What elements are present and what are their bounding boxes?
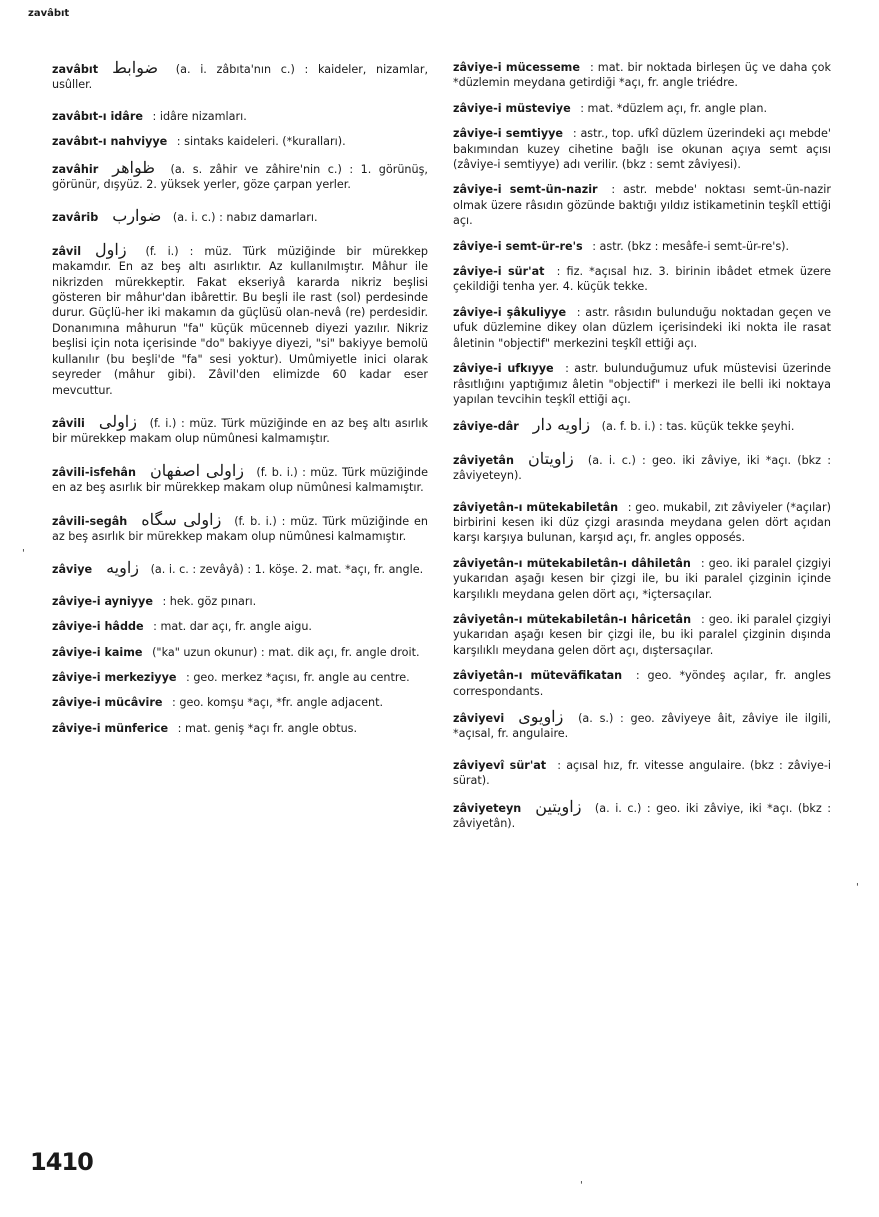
entry-definition: : açısal hız, fr. vitesse angulaire. (bkz : zâviye-i sürat). — [453, 758, 831, 788]
entry-arabic-script: زاولی — [98, 411, 137, 431]
entry-headword: zâviyetân-ı müteväfikatan — [453, 669, 623, 683]
dictionary-entry — [52, 208, 428, 225]
entry-headword: zâviyevi — [453, 712, 505, 725]
dictionary-entry — [453, 556, 831, 602]
entry-headword: zavâbıt — [52, 63, 99, 76]
dictionary-entry — [453, 239, 831, 254]
entry-headword: zâviye-i kaime — [52, 645, 143, 659]
dictionary-entry — [52, 157, 428, 193]
dictionary-entry — [453, 182, 831, 228]
entry-definition: : sintaks kaideleri. (*kuralları). — [173, 135, 346, 149]
entry-headword: zâviye-i semt-ür-re's — [453, 239, 583, 253]
entry-definition: : geo. *yöndeş açılar, fr. angles correspondants. — [453, 669, 831, 698]
entry-definition: : astr. bulunduğumuz ufuk müstevisi üzerinde râsıtlığını yaptığımız âletin "objectif" i merkezi ile belli iki noktaya yapılan tevcihin teşkîl ettiği açı. — [453, 362, 831, 406]
entry-definition: : mat. bir noktada birleşen üç ve daha çok *düzlemin meydana getirdiği *açı, fr. angle triédre. — [453, 61, 831, 90]
entry-headword: zâviye-i mücesseme — [453, 61, 580, 74]
entry-definition: (a. f. b. i.) : tas. küçük tekke şeyhi. — [598, 420, 795, 434]
dictionary-entry — [453, 448, 831, 484]
entry-headword: zâviye-i müsteviye — [453, 101, 571, 115]
dictionary-entry — [52, 594, 428, 609]
left-column — [52, 60, 428, 746]
dictionary-entry — [52, 460, 429, 496]
entry-headword: zâviyevî sür'at — [453, 758, 547, 772]
entry-definition: : mat. dar açı, fr. angle aigu. — [149, 620, 312, 634]
entry-definition: : mat. *düzlem açı, fr. angle plan. — [576, 101, 768, 115]
entry-headword: zâviye-i ayniyye — [52, 594, 153, 608]
entry-headword: zâviye-i mücâvire — [52, 696, 163, 710]
entry-definition: : geo. komşu *açı, *fr. angle adjacent. — [168, 696, 384, 710]
entry-arabic-script: ضوارب — [112, 206, 162, 226]
entry-definition: (a. i. zâbıta'nın c.) : kaideler, nizamlar, usûller. — [52, 63, 428, 92]
dictionary-entry — [52, 134, 428, 149]
entry-headword: zâviyetân-ı mütekabiletân — [453, 500, 619, 514]
dictionary-entry — [52, 619, 428, 634]
dictionary-entry — [453, 668, 831, 699]
dictionary-entry — [453, 361, 831, 407]
entry-headword: zâviye-i merkeziyye — [52, 670, 177, 684]
entry-definition: ("ka" uzun okunur) : mat. dik açı, fr. angle droit. — [148, 645, 420, 659]
entry-headword: zavârib — [52, 211, 99, 225]
dictionary-entry — [453, 101, 831, 116]
entry-headword: zâvili — [52, 416, 85, 430]
print-speck: ' — [856, 882, 859, 893]
entry-headword: zâviye-dâr — [453, 420, 519, 434]
entry-definition: (a. s. zâhir ve zâhire'nin c.) : 1. görünüş, görünür, dışyüz. 2. yüksek yerler, göze çarpan yerler. — [52, 162, 428, 192]
dictionary-entry — [453, 612, 831, 658]
dictionary-entry — [52, 645, 428, 660]
page-number: 1410 — [30, 1148, 93, 1176]
entry-headword: zâvil — [52, 244, 82, 258]
dictionary-entry — [453, 500, 831, 546]
entry-definition: : geo. iki paralel çizgiyi yukarıdan aşağı kesen bir çizgi ile, bu iki paralel çizginin içinde karşılıklı meydana gelen dört açı, *içtersaçılar. — [453, 556, 832, 601]
entry-headword: zâviyetân — [453, 453, 514, 467]
entry-headword: zâviye-i münferice — [52, 721, 169, 735]
dictionary-entry — [52, 411, 428, 447]
entry-definition: : geo. iki paralel çizgiyi yukarıdan aşağı kesen bir çizgi ile, bu iki paralel çizginin dışında karşılıklı meydana gelen dört açı, dıştersaçılar. — [453, 612, 831, 657]
entry-headword: zâviye — [52, 563, 93, 577]
entry-definition: : astr. (bkz : mesâfe-i semt-ür-re's). — [588, 239, 790, 253]
entry-definition: (a. i. c.) : geo. iki zâviye, iki *açı. (bkz : zâviyeteyn). — [453, 453, 831, 483]
entry-definition: (f. i.) : müz. Türk müziğinde en az beş altı asırlık bir mürekkep makam olup nümûnesi kalmamıştır. — [52, 416, 428, 446]
entry-arabic-script: زاول — [95, 239, 127, 259]
entry-arabic-script: زاولی اصفهان — [149, 460, 245, 480]
entry-headword: zâviyetân-ı mütekabiletân-ı dâhiletân — [453, 556, 691, 570]
entry-headword: zavâhir — [52, 162, 99, 176]
entry-definition: : fiz. *açısal hız. 3. birinin ibâdet etmek üzere çekildiği tenha yer. 4. küçük tekke. — [453, 265, 831, 294]
entry-definition: : astr., top. ufkî düzlem üzerindeki açı mebde' bakımından kuzey cihetine bağlı ise okunan açıya semt açısı (zâviye-i semtiyye) adı verilir. (bkz : semt zâviyesi). — [453, 127, 831, 172]
entry-arabic-script: زاویتان — [527, 448, 574, 468]
entry-arabic-script: زاولی سگاه — [141, 509, 222, 529]
entry-definition: : idâre nizamları. — [148, 109, 247, 123]
dictionary-entry — [453, 126, 831, 172]
dictionary-entry — [52, 721, 428, 736]
entry-headword: zâviye-i şâkuliyye — [453, 305, 567, 319]
entry-headword: zâvili-segâh — [52, 514, 128, 528]
dictionary-entry — [52, 670, 428, 685]
print-speck: ' — [580, 1180, 583, 1191]
dictionary-entry — [453, 758, 831, 789]
entry-definition: (a. s.) : geo. zâviyeye âit, zâviye ile ilgili, *açısal, fr. angulaire. — [453, 712, 831, 741]
entry-definition: : geo. merkez *açısı, fr. angle au centre. — [182, 670, 410, 684]
dictionary-entry — [52, 509, 428, 545]
entry-arabic-script: ظواهر — [112, 157, 155, 177]
dictionary-entry — [453, 796, 831, 832]
entry-arabic-script: زاویه — [106, 558, 140, 578]
dictionary-entry — [52, 109, 428, 124]
print-speck: ' — [22, 548, 25, 559]
entry-headword: zavâbıt-ı nahviyye — [52, 135, 168, 149]
entry-definition: (a. i. c.) : nabız damarları. — [169, 211, 318, 225]
entry-headword: zâviye-i ufkıyye — [453, 362, 554, 376]
entry-definition: (a. i. c.) : geo. iki zâviye, iki *açı. (bkz : zâviyetân). — [453, 801, 831, 831]
dictionary-entry — [453, 60, 831, 91]
entry-arabic-script: زاویتین — [535, 796, 582, 816]
entry-definition: : hek. göz pınarı. — [158, 594, 257, 608]
entry-headword: zavâbıt-ı idâre — [52, 109, 143, 123]
entry-headword: zâviye-i semtiyye — [453, 127, 563, 141]
entry-definition: : astr. mebde' noktası semt-ün-nazir olmak üzere râsıdın gözünde baktığı yıldız istikametinin teşkîl ettiği açı. — [453, 183, 831, 228]
entry-definition: : astr. râsıdın bulunduğu noktadan geçen ve ufuk düzlemine dikey olan düzlem içerisindeki iki nokta ile rasat âletinin "objectif" merkezini teşkîl ettiği açı. — [453, 305, 832, 350]
entry-headword: zâviye-i semt-ün-nazir — [453, 183, 598, 197]
dictionary-entry — [52, 560, 428, 577]
entry-definition: (f. i.) : müz. Türk müziğinde bir mürekkep makamdır. En az beş altı asırlıktır. Az kullanılmıştır. Mâhur ile nikrizden mürekkeptir. Fakat ekseriyâ kararda nikriz beşlisi gösteren bir mâhur'dan ibârettir. Bu beşli ile rast (sol) perdesinde durur. Güçlü-her iki makamın da güçlüsü olan-nevâ (re) perdesidir. Donanımına mâhurun "fa" küçük mücenneb diyezi yazılır. Nikriz beşlisi için nota içerisinde "do" bakiyye diyezi, "si" bakiyye bemolü kullanılır (bu beşli'de "fa" sesi yoktur). Umûmiyetle inici olarak seyreder (mâhur gibi). Zâvil'den elimizde 60 kadar eser mevcuttur. — [52, 244, 428, 397]
entry-definition: : mat. geniş *açı fr. angle obtus. — [174, 721, 358, 735]
dictionary-entry — [52, 695, 428, 710]
entry-arabic-script: زاویوی — [518, 707, 564, 726]
dictionary-entry — [453, 305, 831, 351]
entry-arabic-script: زاویه دار — [532, 415, 591, 435]
dictionary-entry — [52, 60, 428, 93]
entry-arabic-script: ضوابط — [112, 58, 159, 77]
dictionary-entry — [453, 264, 831, 295]
entry-headword: zâviyetân-ı mütekabiletân-ı hâricetân — [453, 612, 692, 626]
entry-definition: : geo. mukabil, zıt zâviyeler (*açılar) birbirini kesen iki düz çizgi arasında meydana gelen dört açıdan karşı karşıya bulunan, karşıd açı, fr. angles opposés. — [453, 500, 831, 545]
right-column — [453, 60, 831, 847]
entry-definition: (f. b. i.) : müz. Türk müziğinde en az beş asırlık bir mürekkep makam olup nümûnesi kalmamıştır. — [52, 514, 428, 543]
dictionary-entry — [453, 709, 831, 742]
entry-headword: zâviye-i sür'at — [453, 265, 545, 279]
dictionary-entry — [52, 239, 428, 398]
entry-definition: (a. i. c. : zevâyâ) : 1. köşe. 2. mat. *açı, fr. angle. — [147, 563, 424, 577]
entry-headword: zâviye-i hâdde — [52, 620, 144, 634]
entry-headword: zâviyeteyn — [453, 801, 522, 815]
entry-definition: (f. b. i.) : müz. Türk müziğinde en az beş asırlık bir mürekkep makam olup nümûnesi kalmamıştır. — [52, 465, 429, 495]
running-head: zavâbıt — [28, 8, 70, 19]
entry-headword: zâvili-isfehân — [52, 465, 136, 479]
dictionary-entry — [453, 417, 831, 434]
